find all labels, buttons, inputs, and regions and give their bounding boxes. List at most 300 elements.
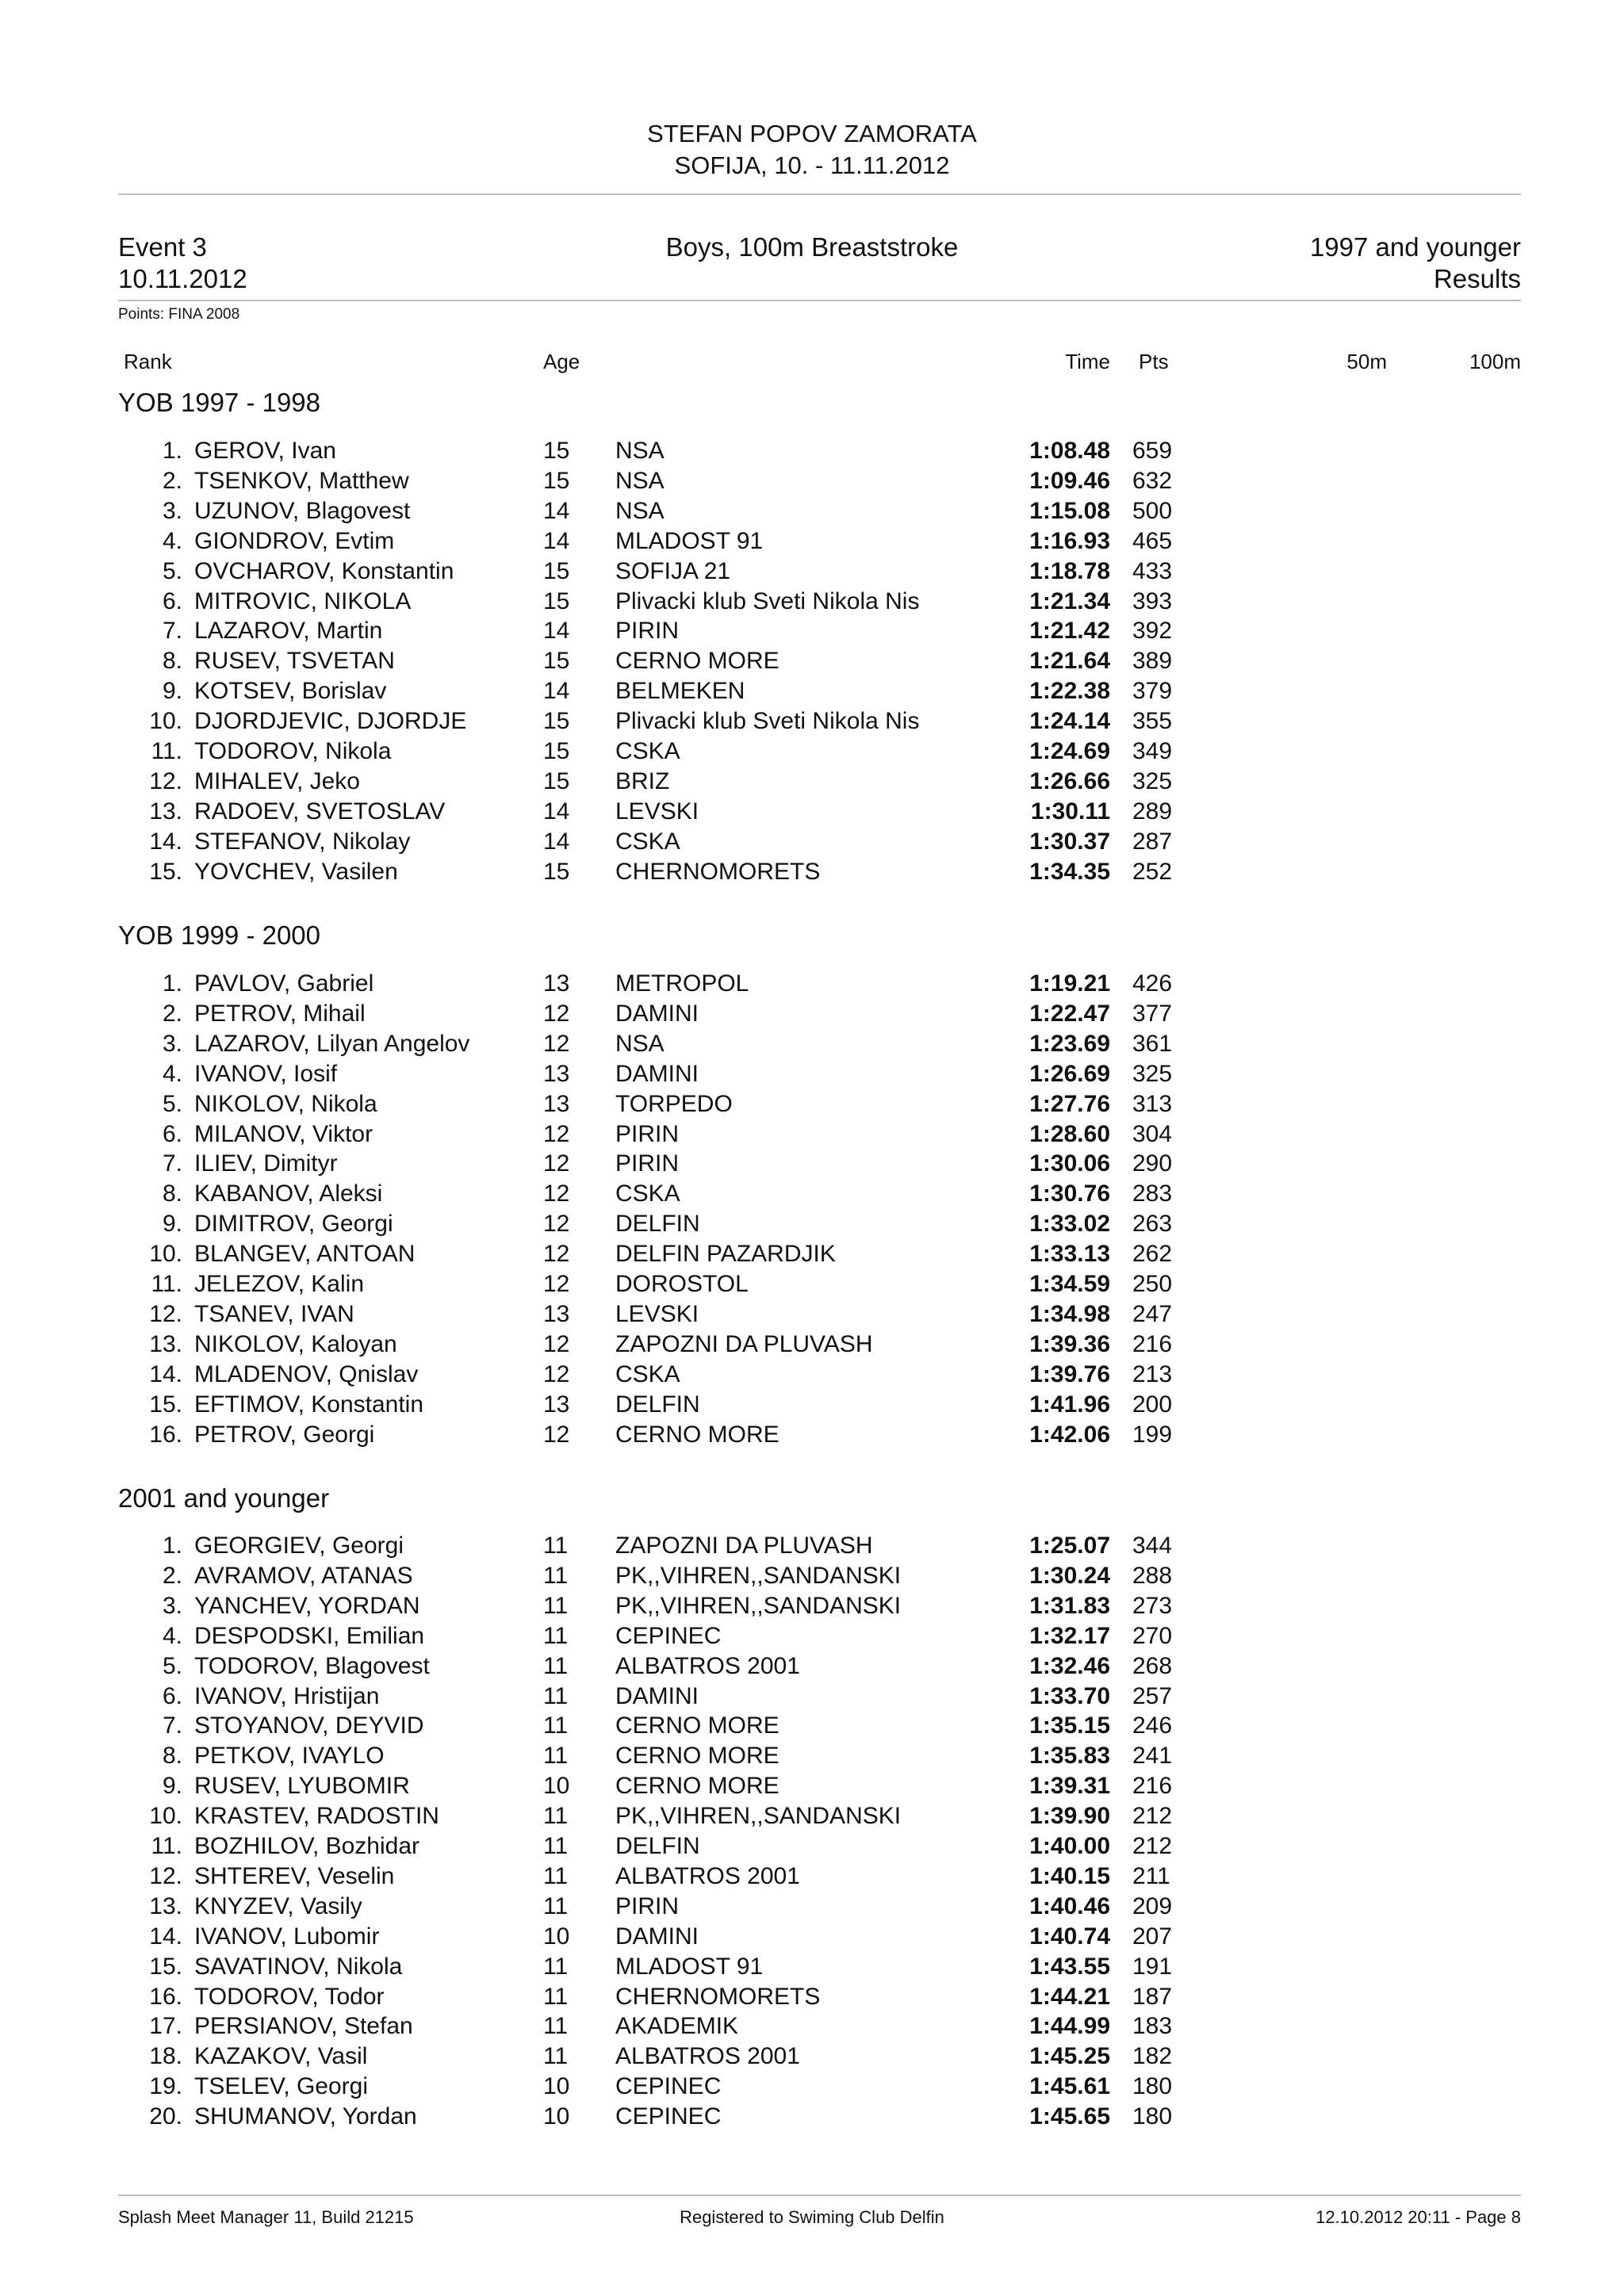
swimmer-club: NSA <box>615 468 665 494</box>
footer-registration: Registered to Swiming Club Delfin <box>680 2207 944 2227</box>
swimmer-club: MLADOST 91 <box>615 1954 764 1980</box>
fina-points: 200 <box>1132 1391 1173 1418</box>
swim-time: 1:27.76 <box>1029 1091 1110 1117</box>
col-header-time: Time <box>1065 350 1110 373</box>
swim-time: 1:35.15 <box>1029 1712 1110 1739</box>
swimmer-club: CERNO MORE <box>615 1773 779 1799</box>
result-row <box>0 969 1624 999</box>
fina-points: 465 <box>1132 528 1173 554</box>
swimmer-age: 15 <box>543 468 570 494</box>
swimmer-name: RUSEV, LYUBOMIR <box>194 1773 410 1799</box>
result-row <box>0 1029 1624 1059</box>
meet-location-dates: SOFIJA, 10. - 11.11.2012 <box>674 151 950 179</box>
swimmer-name: PETROV, Georgi <box>194 1422 375 1448</box>
rank: 11. <box>151 1271 182 1297</box>
result-row <box>0 2042 1624 2072</box>
meet-title: STEFAN POPOV ZAMORATA <box>647 120 977 147</box>
swimmer-club: DELFIN <box>615 1391 700 1418</box>
swimmer-name: TODOROV, Nikola <box>194 738 392 764</box>
result-row <box>0 1209 1624 1239</box>
swimmer-name: YOVCHEV, Vasilen <box>194 859 398 885</box>
result-row <box>0 1299 1624 1330</box>
swim-time: 1:44.99 <box>1029 2013 1110 2039</box>
swimmer-name: MLADENOV, Qnislav <box>194 1361 419 1387</box>
fina-points: 433 <box>1132 558 1173 584</box>
swim-time: 1:45.65 <box>1029 2103 1110 2130</box>
rank: 14. <box>149 1361 182 1387</box>
swimmer-name: MILANOV, Viktor <box>194 1121 373 1147</box>
swimmer-age: 12 <box>543 1211 570 1237</box>
result-row <box>0 2072 1624 2102</box>
fina-points: 216 <box>1132 1331 1173 1357</box>
rank: 16. <box>149 1422 182 1448</box>
result-row <box>0 1982 1624 2012</box>
result-row <box>0 1651 1624 1682</box>
swimmer-name: TSENKOV, Matthew <box>194 468 409 494</box>
swimmer-club: CSKA <box>615 1361 680 1387</box>
swim-time: 1:24.69 <box>1029 738 1110 764</box>
swim-time: 1:42.06 <box>1029 1422 1110 1448</box>
result-row <box>0 526 1624 557</box>
swimmer-name: TSANEV, IVAN <box>194 1301 354 1327</box>
swim-time: 1:21.34 <box>1029 588 1110 614</box>
result-row <box>0 1862 1624 1892</box>
swimmer-club: CHERNOMORETS <box>615 859 821 885</box>
swim-time: 1:40.00 <box>1029 1833 1110 1859</box>
swimmer-age: 11 <box>543 1653 569 1679</box>
result-row <box>0 1591 1624 1621</box>
swim-time: 1:08.48 <box>1029 438 1110 464</box>
swim-time: 1:34.35 <box>1029 859 1110 885</box>
swimmer-age: 11 <box>543 1893 569 1919</box>
event-divider <box>118 300 1521 301</box>
result-row <box>0 1771 1624 1801</box>
swimmer-club: CHERNOMORETS <box>615 1984 821 2010</box>
rank: 3. <box>162 498 182 524</box>
rank: 12. <box>149 1301 182 1327</box>
swimmer-name: YANCHEV, YORDAN <box>194 1593 420 1619</box>
rank: 11. <box>151 1833 182 1859</box>
result-row <box>0 466 1624 496</box>
swimmer-age: 15 <box>543 438 570 464</box>
result-row <box>0 737 1624 767</box>
rank: 1. <box>162 438 182 464</box>
result-row <box>0 857 1624 887</box>
swimmer-club: ALBATROS 2001 <box>615 1653 800 1679</box>
swimmer-club: CERNO MORE <box>615 1422 779 1448</box>
swimmer-club: BELMEKEN <box>615 678 745 704</box>
swimmer-age: 14 <box>543 498 570 524</box>
result-row <box>0 2011 1624 2042</box>
result-row <box>0 706 1624 737</box>
swimmer-name: NIKOLOV, Nikola <box>194 1091 377 1117</box>
result-row <box>0 827 1624 857</box>
result-row <box>0 1059 1624 1089</box>
swim-time: 1:28.60 <box>1029 1121 1110 1147</box>
swimmer-club: ALBATROS 2001 <box>615 1863 800 1889</box>
swimmer-name: BOZHILOV, Bozhidar <box>194 1833 420 1859</box>
fina-points: 209 <box>1132 1893 1173 1919</box>
swimmer-name: KNYZEV, Vasily <box>194 1893 362 1919</box>
swim-time: 1:33.70 <box>1029 1683 1110 1709</box>
footer-software: Splash Meet Manager 11, Build 21215 <box>118 2207 414 2227</box>
fina-points: 393 <box>1132 588 1173 614</box>
fina-points: 304 <box>1132 1121 1173 1147</box>
swimmer-age: 14 <box>543 828 570 855</box>
result-row <box>0 587 1624 617</box>
rank: 6. <box>162 1683 182 1709</box>
swimmer-name: GEORGIEV, Georgi <box>194 1533 404 1559</box>
fina-points: 212 <box>1132 1833 1173 1859</box>
swimmer-club: DAMINI <box>615 1001 699 1027</box>
rank: 1. <box>162 1533 182 1559</box>
rank: 17. <box>149 2013 182 2039</box>
result-row <box>0 1682 1624 1712</box>
result-row <box>0 797 1624 827</box>
swim-time: 1:25.07 <box>1029 1533 1110 1559</box>
swimmer-age: 11 <box>543 1863 569 1889</box>
swimmer-name: AVRAMOV, ATANAS <box>194 1563 413 1589</box>
swim-time: 1:32.17 <box>1029 1623 1110 1649</box>
swimmer-age: 12 <box>543 1361 570 1387</box>
swim-time: 1:34.98 <box>1029 1301 1110 1327</box>
group-title: YOB 1997 - 1998 <box>118 388 321 417</box>
swimmer-age: 11 <box>543 1833 569 1859</box>
result-row <box>0 1089 1624 1119</box>
swimmer-name: PAVLOV, Gabriel <box>194 970 374 997</box>
swimmer-age: 14 <box>543 798 570 825</box>
swimmer-name: SAVATINOV, Nikola <box>194 1954 403 1980</box>
rank: 3. <box>162 1031 182 1057</box>
swimmer-age: 15 <box>543 558 570 584</box>
swimmer-club: ZAPOZNI DA PLUVASH <box>615 1533 873 1559</box>
swimmer-club: LEVSKI <box>615 1301 699 1327</box>
fina-points: 247 <box>1132 1301 1173 1327</box>
fina-points: 632 <box>1132 468 1173 494</box>
rank: 7. <box>162 618 182 644</box>
swimmer-name: MIHALEV, Jeko <box>194 768 360 794</box>
rank: 9. <box>162 1773 182 1799</box>
result-row <box>0 1952 1624 1982</box>
swim-time: 1:41.96 <box>1029 1391 1110 1418</box>
swimmer-name: EFTIMOV, Konstantin <box>194 1391 424 1418</box>
rank: 9. <box>162 1211 182 1237</box>
swimmer-club: DAMINI <box>615 1683 699 1709</box>
fina-points: 283 <box>1132 1181 1173 1207</box>
swimmer-club: CSKA <box>615 738 680 764</box>
fina-points: 389 <box>1132 648 1173 674</box>
swimmer-club: DAMINI <box>615 1061 699 1087</box>
fina-points: 659 <box>1132 438 1173 464</box>
swim-time: 1:23.69 <box>1029 1031 1110 1057</box>
event-number: Event 3 <box>118 232 207 262</box>
rank: 4. <box>162 1623 182 1649</box>
swimmer-name: OVCHAROV, Konstantin <box>194 558 454 584</box>
swimmer-club: LEVSKI <box>615 798 699 825</box>
fina-points: 257 <box>1132 1683 1173 1709</box>
swimmer-club: DELFIN <box>615 1833 700 1859</box>
swimmer-age: 11 <box>543 1563 569 1589</box>
swim-time: 1:44.21 <box>1029 1984 1110 2010</box>
rank: 10. <box>149 1803 182 1829</box>
swimmer-age: 14 <box>543 528 570 554</box>
fina-points: 262 <box>1132 1241 1173 1267</box>
swimmer-club: PK,,VIHREN,,SANDANSKI <box>615 1563 902 1589</box>
group-title: YOB 1999 - 2000 <box>118 920 321 950</box>
fina-points: 180 <box>1132 2073 1173 2099</box>
fina-points: 199 <box>1132 1422 1173 1448</box>
swimmer-name: TSELEV, Georgi <box>194 2073 369 2099</box>
result-row <box>0 646 1624 676</box>
swim-time: 1:15.08 <box>1029 498 1110 524</box>
swimmer-club: ALBATROS 2001 <box>615 2043 800 2069</box>
swimmer-club: NSA <box>615 498 665 524</box>
result-row <box>0 1360 1624 1390</box>
swim-time: 1:30.37 <box>1029 828 1110 855</box>
swimmer-name: PETKOV, IVAYLO <box>194 1743 385 1769</box>
rank: 12. <box>149 768 182 794</box>
swimmer-club: BRIZ <box>615 768 670 794</box>
rank: 9. <box>162 678 182 704</box>
rank: 16. <box>149 1984 182 2010</box>
fina-points: 263 <box>1132 1211 1173 1237</box>
swimmer-name: IVANOV, Lubomir <box>194 1923 380 1950</box>
swimmer-club: PK,,VIHREN,,SANDANSKI <box>615 1803 902 1829</box>
swimmer-name: IVANOV, Iosif <box>194 1061 338 1087</box>
result-row <box>0 1119 1624 1150</box>
swimmer-age: 12 <box>543 1031 570 1057</box>
swimmer-name: GEROV, Ivan <box>194 438 336 464</box>
swim-time: 1:24.14 <box>1029 708 1110 734</box>
result-row <box>0 1801 1624 1831</box>
fina-points: 377 <box>1132 1001 1173 1027</box>
swimmer-club: Plivacki klub Sveti Nikola Nis <box>615 588 920 614</box>
fina-points: 216 <box>1132 1773 1173 1799</box>
event-status: Results <box>1433 264 1521 293</box>
result-row <box>0 1561 1624 1591</box>
swimmer-name: IVANOV, Hristijan <box>194 1683 380 1709</box>
swimmer-name: NIKOLOV, Kaloyan <box>194 1331 397 1357</box>
swimmer-name: SHTEREV, Veselin <box>194 1863 395 1889</box>
swimmer-age: 11 <box>543 1984 569 2010</box>
swim-time: 1:34.59 <box>1029 1271 1110 1297</box>
swim-time: 1:39.76 <box>1029 1361 1110 1387</box>
swimmer-club: PIRIN <box>615 618 680 644</box>
event-date: 10.11.2012 <box>118 264 247 293</box>
swim-time: 1:30.11 <box>1030 798 1110 825</box>
swimmer-age: 15 <box>543 648 570 674</box>
swimmer-age: 13 <box>543 1391 570 1418</box>
swimmer-age: 15 <box>543 588 570 614</box>
swimmer-name: STOYANOV, DEYVID <box>194 1712 424 1739</box>
swimmer-name: KABANOV, Aleksi <box>194 1181 383 1207</box>
result-row <box>0 1149 1624 1179</box>
swimmer-name: PERSIANOV, Stefan <box>194 2013 413 2039</box>
col-header-age: Age <box>543 350 580 373</box>
swimmer-club: ZAPOZNI DA PLUVASH <box>615 1331 873 1357</box>
swim-time: 1:30.76 <box>1029 1181 1110 1207</box>
swim-time: 1:30.06 <box>1029 1150 1110 1177</box>
swimmer-name: BLANGEV, ANTOAN <box>194 1241 416 1267</box>
swimmer-age: 10 <box>543 2073 570 2099</box>
result-row <box>0 557 1624 587</box>
swimmer-name: JELEZOV, Kalin <box>194 1271 364 1297</box>
swim-time: 1:40.74 <box>1029 1923 1110 1950</box>
rank: 2. <box>162 1001 182 1027</box>
result-row <box>0 999 1624 1029</box>
swimmer-age: 12 <box>543 1422 570 1448</box>
swimmer-age: 11 <box>543 1593 569 1619</box>
result-row <box>0 1621 1624 1651</box>
footer-divider <box>118 2195 1521 2196</box>
col-header-100m: 100m <box>1469 350 1521 373</box>
fina-points: 180 <box>1132 2103 1173 2130</box>
fina-points: 500 <box>1132 498 1173 524</box>
swimmer-age: 14 <box>543 618 570 644</box>
swimmer-name: TODOROV, Todor <box>194 1984 385 2010</box>
swimmer-club: AKADEMIK <box>615 2013 739 2039</box>
fina-points: 349 <box>1132 738 1173 764</box>
rank: 13. <box>149 1893 182 1919</box>
result-row <box>0 767 1624 797</box>
swim-time: 1:40.15 <box>1029 1863 1110 1889</box>
swimmer-age: 12 <box>543 1150 570 1177</box>
swimmer-club: CSKA <box>615 1181 680 1207</box>
rank: 11. <box>151 738 182 764</box>
event-name: Boys, 100m Breaststroke <box>665 232 959 262</box>
swim-time: 1:22.38 <box>1029 678 1110 704</box>
rank: 15. <box>149 1391 182 1418</box>
rank: 12. <box>149 1863 182 1889</box>
result-row <box>0 616 1624 646</box>
swimmer-age: 12 <box>543 1001 570 1027</box>
swimmer-name: UZUNOV, Blagovest <box>194 498 411 524</box>
swim-time: 1:18.78 <box>1029 558 1110 584</box>
rank: 18. <box>149 2043 182 2069</box>
col-header-rank: Rank <box>124 350 172 373</box>
rank: 10. <box>149 708 182 734</box>
result-row <box>0 1711 1624 1741</box>
swim-time: 1:31.83 <box>1029 1593 1110 1619</box>
rank: 7. <box>162 1712 182 1739</box>
fina-points: 289 <box>1132 798 1173 825</box>
swim-time: 1:45.25 <box>1029 2043 1110 2069</box>
swimmer-club: CERNO MORE <box>615 1743 779 1769</box>
fina-points: 191 <box>1132 1954 1173 1980</box>
rank: 13. <box>149 1331 182 1357</box>
fina-points: 183 <box>1132 2013 1173 2039</box>
fina-points: 211 <box>1132 1863 1170 1889</box>
swimmer-name: LAZAROV, Martin <box>194 618 383 644</box>
rank: 15. <box>149 859 182 885</box>
swimmer-club: PIRIN <box>615 1893 680 1919</box>
swimmer-name: GIONDROV, Evtim <box>194 528 395 554</box>
swim-time: 1:43.55 <box>1029 1954 1110 1980</box>
fina-points: 212 <box>1132 1803 1173 1829</box>
swim-time: 1:33.13 <box>1029 1241 1110 1267</box>
fina-points: 355 <box>1132 708 1173 734</box>
points-note: Points: FINA 2008 <box>118 306 240 323</box>
swimmer-age: 15 <box>543 738 570 764</box>
swimmer-club: MLADOST 91 <box>615 528 764 554</box>
rank: 8. <box>162 1743 182 1769</box>
swimmer-age: 12 <box>543 1331 570 1357</box>
swim-time: 1:26.66 <box>1029 768 1110 794</box>
fina-points: 288 <box>1132 1563 1173 1589</box>
swimmer-club: PK,,VIHREN,,SANDANSKI <box>615 1593 902 1619</box>
rank: 4. <box>162 1061 182 1087</box>
rank: 6. <box>162 588 182 614</box>
swimmer-age: 15 <box>543 708 570 734</box>
swim-time: 1:21.64 <box>1029 648 1110 674</box>
swim-time: 1:30.24 <box>1029 1563 1110 1589</box>
swimmer-name: DESPODSKI, Emilian <box>194 1623 425 1649</box>
swimmer-name: KAZAKOV, Vasil <box>194 2043 368 2069</box>
fina-points: 187 <box>1132 1984 1173 2010</box>
result-row <box>0 1922 1624 1952</box>
swimmer-name: STEFANOV, Nikolay <box>194 828 411 855</box>
swimmer-age: 11 <box>543 1533 569 1559</box>
swim-time: 1:09.46 <box>1029 468 1110 494</box>
swimmer-club: SOFIJA 21 <box>615 558 731 584</box>
rank: 2. <box>162 468 182 494</box>
swimmer-name: RUSEV, TSVETAN <box>194 648 395 674</box>
result-row <box>0 1892 1624 1922</box>
swimmer-age: 11 <box>543 1743 569 1769</box>
fina-points: 426 <box>1132 970 1173 997</box>
rank: 4. <box>162 528 182 554</box>
result-row <box>0 1420 1624 1450</box>
swimmer-age: 15 <box>543 768 570 794</box>
swimmer-name: ILIEV, Dimityr <box>194 1150 338 1177</box>
swimmer-club: Plivacki klub Sveti Nikola Nis <box>615 708 920 734</box>
swim-time: 1:45.61 <box>1029 2073 1110 2099</box>
swimmer-age: 15 <box>543 859 570 885</box>
result-row <box>0 1531 1624 1561</box>
swimmer-club: CEPINEC <box>615 2073 722 2099</box>
fina-points: 313 <box>1132 1091 1173 1117</box>
col-header-pts: Pts <box>1139 350 1169 373</box>
swimmer-name: DJORDJEVIC, DJORDJE <box>194 708 467 734</box>
swimmer-name: TODOROV, Blagovest <box>194 1653 430 1679</box>
fina-points: 287 <box>1132 828 1173 855</box>
result-row <box>0 1741 1624 1771</box>
swimmer-club: PIRIN <box>615 1121 680 1147</box>
swimmer-age: 14 <box>543 678 570 704</box>
swimmer-club: DELFIN <box>615 1211 700 1237</box>
result-row <box>0 676 1624 706</box>
swim-time: 1:21.42 <box>1029 618 1110 644</box>
swimmer-age: 13 <box>543 1061 570 1087</box>
rank: 6. <box>162 1121 182 1147</box>
rank: 1. <box>162 970 182 997</box>
fina-points: 273 <box>1132 1593 1173 1619</box>
result-row <box>0 436 1624 466</box>
rank: 14. <box>149 1923 182 1950</box>
rank: 19. <box>149 2073 182 2099</box>
swimmer-age: 10 <box>543 1773 570 1799</box>
swimmer-name: DIMITROV, Georgi <box>194 1211 393 1237</box>
rank: 13. <box>149 798 182 825</box>
swimmer-club: METROPOL <box>615 970 749 997</box>
swim-time: 1:35.83 <box>1029 1743 1110 1769</box>
rank: 7. <box>162 1150 182 1177</box>
swimmer-age: 11 <box>543 1954 569 1980</box>
rank: 5. <box>162 1091 182 1117</box>
fina-points: 290 <box>1132 1150 1173 1177</box>
rank: 2. <box>162 1563 182 1589</box>
fina-points: 213 <box>1132 1361 1173 1387</box>
